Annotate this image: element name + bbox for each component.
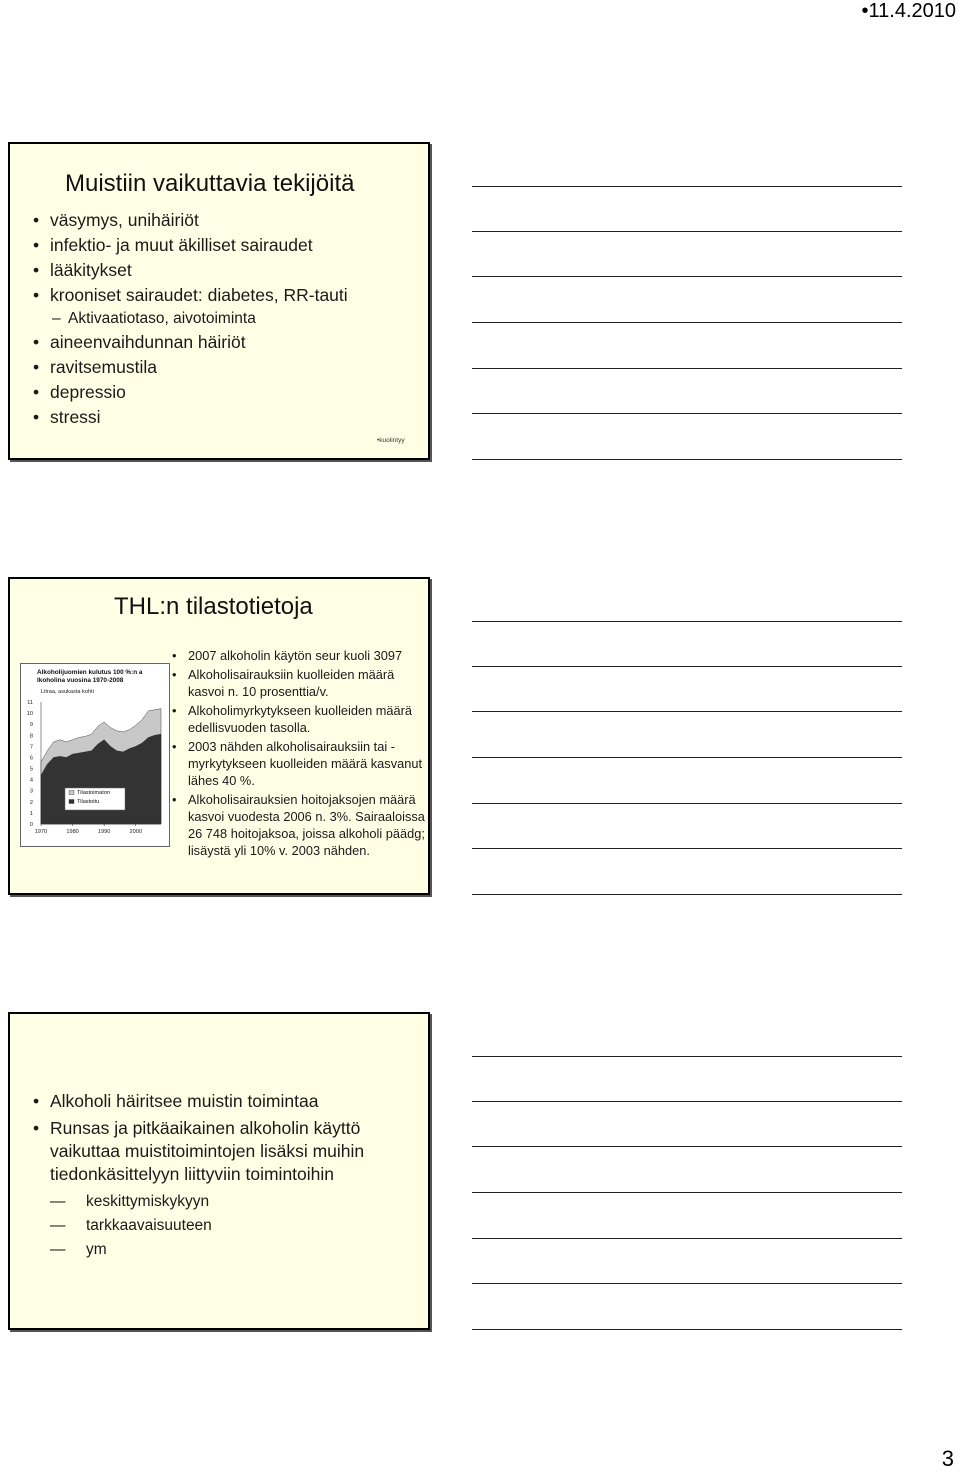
header-date: •11.4.2010 — [861, 0, 956, 22]
chart-y-tick-label: 8 — [29, 733, 33, 740]
bullet-item: • stressi — [28, 405, 418, 430]
note-line — [472, 1329, 902, 1330]
note-line — [472, 231, 902, 232]
note-line — [472, 413, 902, 414]
chart-y-tick-label: 3 — [29, 788, 33, 795]
chart-y-tick-label: 2 — [29, 799, 33, 806]
bullet-item: • lääkitykset — [28, 258, 418, 283]
chart-x-tick-label: 2000 — [129, 829, 142, 835]
sub-bullet-item: — ym — [28, 1238, 428, 1262]
note-line — [472, 757, 902, 758]
bullet-item: • aineenvaihdunnan häiriöt — [28, 330, 418, 355]
bullet-item: • krooniset sairaudet: diabetes, RR-tauti — [28, 283, 418, 308]
note-line — [472, 276, 902, 277]
note-line — [472, 666, 902, 667]
bullet-item: • Runsas ja pitkäaikainen alkoholin käyttö vaikuttaa muistitoimintojen lisäksi muihin tiedonkäsittelyyn liittyviin toimintoihin — [28, 1117, 428, 1186]
chart-y-tick-label: 4 — [29, 777, 33, 784]
page-number: 3 — [941, 1446, 954, 1471]
slide-1-bullet-list — [28, 208, 418, 430]
slide-1 — [8, 142, 430, 460]
slide-2-title: THL:n tilastotietoja — [114, 593, 313, 620]
bullet-item: • väsymys, unihäiriöt — [28, 208, 418, 233]
bullet-item: • 2007 alkoholin käytön seur kuoli 3097 — [168, 647, 430, 664]
slide-1-title: Muistiin vaikuttavia tekijöitä — [65, 170, 355, 197]
note-line — [472, 803, 902, 804]
chart-y-tick-label: 9 — [29, 722, 33, 729]
bullet-item: • infektio- ja muut äkilliset sairaudet — [28, 233, 418, 258]
chart-x-tick-label: 1990 — [97, 829, 111, 835]
slide-2-bullet-list — [168, 647, 430, 861]
chart-legend-label: Tilastoitu — [77, 799, 100, 805]
chart-y-tick-label: 5 — [29, 766, 33, 773]
chart-svg — [21, 664, 169, 846]
bullet-item: • ravitsemustila — [28, 355, 418, 380]
note-line — [472, 894, 902, 895]
note-line — [472, 1192, 902, 1193]
bullet-item: • depressio — [28, 380, 418, 405]
alcohol-consumption-chart — [20, 663, 170, 847]
note-line — [472, 1238, 902, 1239]
chart-y-axis-label: Litraa, asukasta kohti — [41, 689, 94, 695]
slide-footer-note: •kuolintyy — [377, 437, 405, 444]
note-line — [472, 322, 902, 323]
chart-x-tick-label: 1970 — [34, 829, 48, 835]
slide-2 — [8, 577, 430, 895]
chart-y-tick-label: 10 — [26, 711, 33, 718]
chart-legend-label: Tilastoimaton — [77, 790, 111, 796]
note-line — [472, 1283, 902, 1284]
chart-y-tick-label: 1 — [29, 810, 33, 817]
slide-3-bullet-list — [28, 1090, 428, 1262]
chart-x-tick-label: 1980 — [66, 829, 79, 835]
chart-y-tick-label: 11 — [27, 700, 33, 706]
note-line — [472, 621, 902, 622]
chart-title: Alkoholijuomien kulutus 100 %:n a — [37, 669, 143, 676]
bullet-item: • Alkoholisairauksiin kuolleiden määrä kasvoi n. 10 prosenttia/v. — [168, 666, 430, 700]
note-line — [472, 848, 902, 849]
chart-title: lkoholina vuosina 1970-2008 — [37, 677, 124, 684]
chart-legend-swatch — [69, 800, 74, 804]
bullet-item: • Alkoholisairauksien hoitojaksojen määrä kasvoi vuodesta 2006 n. 3%. Sairaaloissa 26 748 hoitojaksoa, joissa alkoholi päädg; lisäystä yli 10% v. 2003 nähden. — [168, 791, 430, 859]
sub-bullet-item: — keskittymiskykyyn — [28, 1190, 428, 1214]
chart-y-tick-label: 7 — [29, 744, 33, 751]
chart-y-tick-label: 0 — [29, 822, 33, 828]
note-line — [472, 1146, 902, 1147]
chart-y-tick-label: 6 — [29, 755, 33, 762]
slide-3 — [8, 1012, 430, 1330]
note-line — [472, 186, 902, 187]
note-line — [472, 711, 902, 712]
note-line — [472, 368, 902, 369]
note-line — [472, 1056, 902, 1057]
note-line — [472, 459, 902, 460]
sub-bullet-item: — tarkkaavaisuuteen — [28, 1214, 428, 1238]
chart-legend-swatch — [69, 791, 74, 795]
bullet-item: • 2003 nähden alkoholisairauksiin tai - myrkytykseen kuolleiden määrä kasvanut lähes 40 %. — [168, 738, 430, 789]
sub-bullet-item: – Aktivaatiotaso, aivotoiminta — [28, 308, 418, 330]
note-line — [472, 1101, 902, 1102]
bullet-item: • Alkoholimyrkytykseen kuolleiden määrä edellisvuoden tasolla. — [168, 702, 430, 736]
bullet-item: • Alkoholi häiritsee muistin toimintaa — [28, 1090, 428, 1113]
